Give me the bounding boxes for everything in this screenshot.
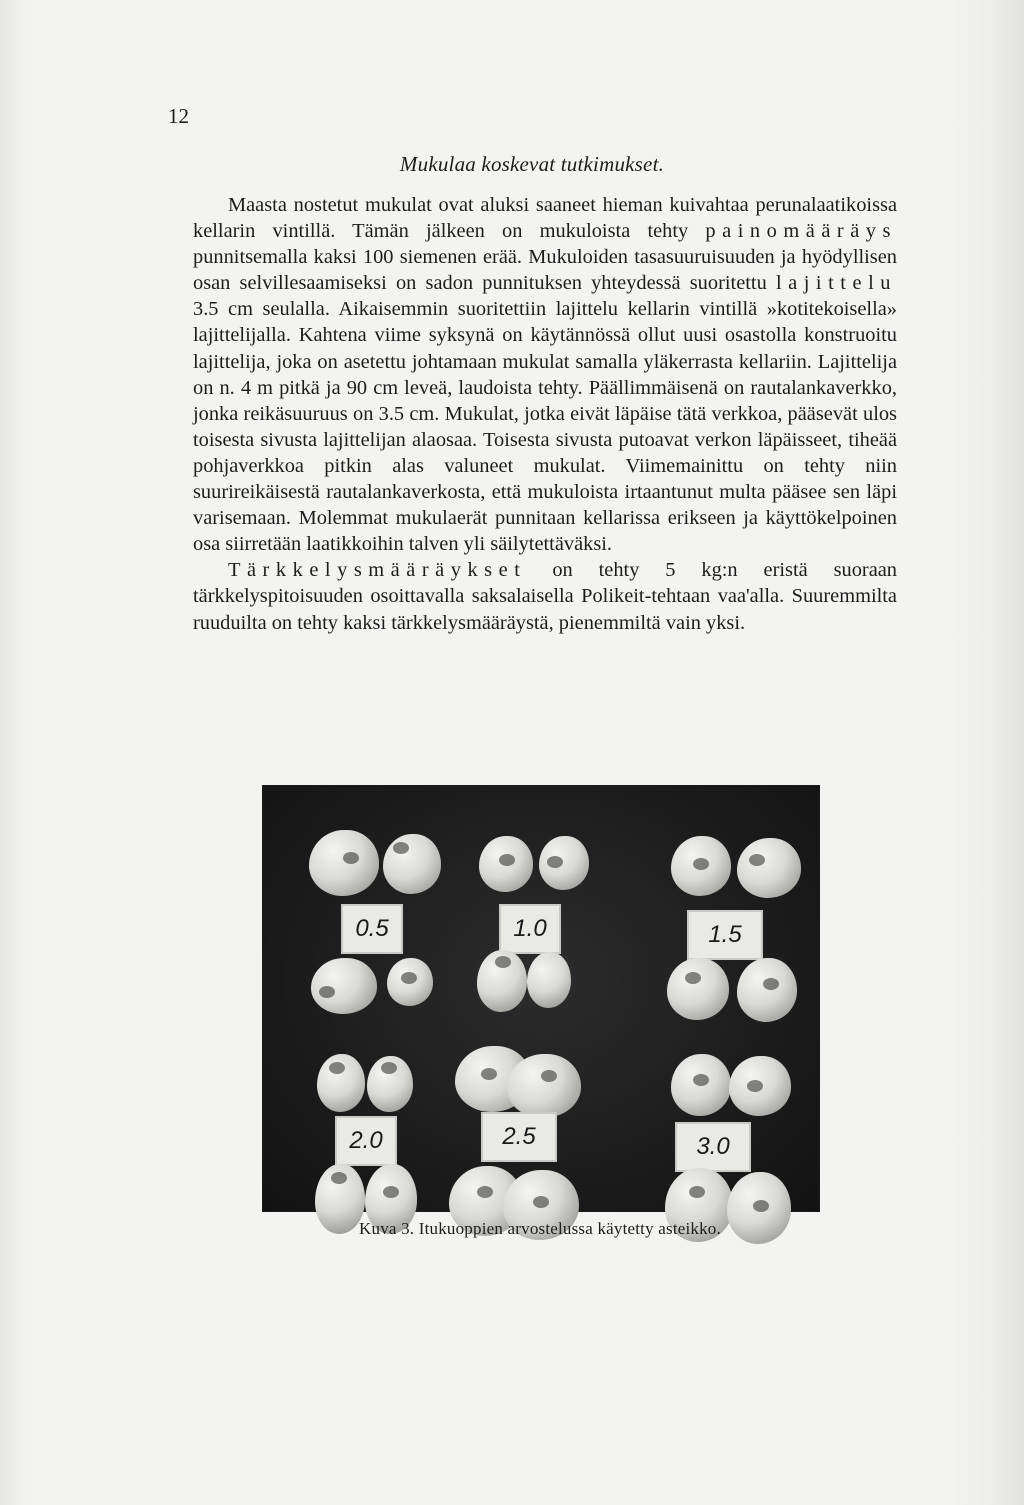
potato-tuber xyxy=(737,838,801,898)
paragraph-1 xyxy=(193,192,897,557)
page-number: 12 xyxy=(168,104,189,128)
potato-grading-photo xyxy=(263,786,819,1211)
potato-tuber xyxy=(671,836,731,896)
page-edge-shadow-right xyxy=(954,0,1024,1505)
potato-tuber xyxy=(667,958,729,1020)
paragraph-2 xyxy=(193,557,897,635)
potato-tuber xyxy=(387,958,433,1006)
term-lajittelu: lajittelu xyxy=(775,272,897,295)
potato-tuber xyxy=(309,830,379,896)
size-label-3-0: 3.0 xyxy=(675,1122,751,1172)
term-painomaarays: painomääräys xyxy=(705,220,897,243)
size-label-1-5: 1.5 xyxy=(687,910,763,960)
size-label-2-0: 2.0 xyxy=(335,1116,397,1166)
paragraph-1-text-b: punnitsemalla kaksi 100 siemenen erää. Mukuloiden tasasuuruisuuden ja hyödyllisen osan selvillesaamiseksi on sadon punnituksen yhteydessä suoritettu xyxy=(193,246,897,295)
size-label-2-5: 2.5 xyxy=(481,1112,557,1162)
term-tarkkelysmaaraykset: Tärkkelysmääräykset xyxy=(228,559,527,582)
figure-caption: Kuva 3. Itukuoppien arvostelussa käytetty asteikko. xyxy=(359,1219,721,1238)
paragraph-2-text: on tehty 5 kg:n eristä suoraan tärkkelyspitoisuuden osoittavalla saksalaisella Polikeit-tehtaan vaa'alla. Suuremmilta ruuduilta on tehty kaksi tärkkelysmääräystä, pienemmiltä vain yksi. xyxy=(193,559,897,634)
potato-tuber xyxy=(477,950,527,1012)
potato-tuber xyxy=(671,1054,731,1116)
size-label-1-0: 1.0 xyxy=(499,904,561,954)
section-title: Mukulaa koskevat tutkimukset. xyxy=(399,152,665,176)
potato-tuber xyxy=(311,958,377,1014)
paragraph-1-text-c: 3.5 cm seulalla. Aikaisemmin suoritettiin lajittelu kellarin vintillä »kotitekoisella» lajittelijalla. Kahtena viime syksynä on käytännössä ollut uusi osastolla konstruoitu lajittelija, joka on asetettu johtamaan mukulat samalla yläkerrasta kellariin. Lajittelija on n. 4 m pitkä ja 90 cm leveä, laudoista tehty. Päällimmäisenä on rautalankaverkko, jonka reikäsuuruus on 3.5 cm. Mukulat, jotka eivät läpäise tätä verkkoa, pääsevät ulos toisesta sivusta lajittelijan alaosaa. Toisesta sivusta putoavat verkon läpäisseet, tiheää pohjaverkkoa pitkin alas valuneet mukulat. Viimemainittu on tehty niin suurireikäisestä rautalankaverkosta, että mukuloista irtaantunut multa pääsee sen läpi varisemaan. Molemmat mukulaerät punnitaan kellarissa erikseen ja käyttökelpoinen osa siirretään laatikkoihin talven yli säilytettäväksi. xyxy=(193,298,897,556)
potato-tuber xyxy=(317,1054,365,1112)
potato-tuber xyxy=(539,836,589,890)
potato-tuber xyxy=(507,1054,581,1118)
potato-tuber xyxy=(367,1056,413,1112)
size-label-0-5: 0.5 xyxy=(341,904,403,954)
paragraph-1-text-a: Maasta nostetut mukulat ovat aluksi saaneet hieman kuivahtaa perunalaatikoissa kellarin vintillä. Tämän jälkeen on mukuloista tehty xyxy=(193,194,897,243)
body-text xyxy=(193,192,897,636)
page-edge-shadow-left xyxy=(0,0,26,1505)
potato-tuber xyxy=(729,1056,791,1116)
potato-tuber xyxy=(737,958,797,1022)
potato-tuber xyxy=(527,952,571,1008)
potato-tuber xyxy=(383,834,441,894)
potato-tuber xyxy=(479,836,533,892)
